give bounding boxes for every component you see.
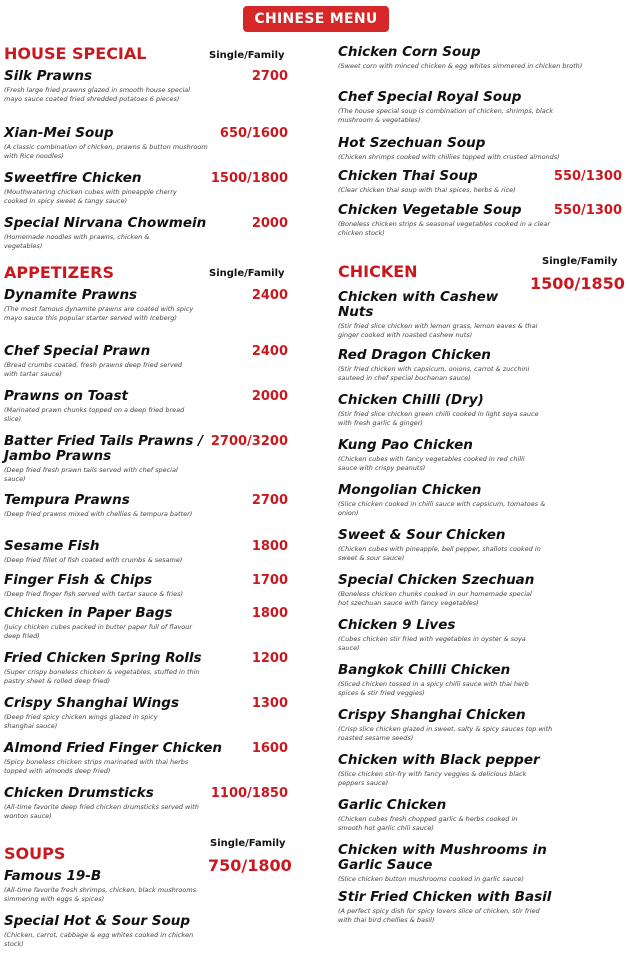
item-name: Garlic Chicken <box>338 797 447 813</box>
item-name: Chicken with Cashew Nuts <box>338 289 499 320</box>
item-price: 650/1600 <box>219 126 288 141</box>
menu-item <box>4 786 288 820</box>
item-description: (Chicken cubes fresh chopped garlic & herbs cooked in smooth hot garlic chili sauce) <box>338 815 518 832</box>
item-name: Stir Fried Chicken with Basil <box>338 889 552 905</box>
item-name: Chicken with Mushrooms in Garlic Sauce <box>338 842 547 873</box>
item-description: (Slice chicken stir-fry with fancy veggies & delicious black peppers sauce) <box>338 770 527 787</box>
soups-price-header: Single/Family <box>210 838 286 849</box>
menu-item <box>338 890 622 924</box>
item-name: Sweetfire Chicken <box>4 170 142 186</box>
menu-item <box>338 528 622 562</box>
item-description: (Deep fried prawns mixed with chellies & tempura batter) <box>4 510 193 518</box>
menu-item <box>4 741 288 775</box>
item-description: (Clear chicken thai soup with thai spices, herbs & rice) <box>338 186 516 194</box>
item-name: Tempura Prawns <box>4 492 130 508</box>
item-name: Chicken in Paper Bags <box>4 605 173 621</box>
item-name: Chicken Chilli (Dry) <box>338 392 484 408</box>
item-description: (Stir fried chicken with capsicum, onions, carrot & zucchini sauteed in chef special buchanan sauce) <box>338 365 530 382</box>
item-name: Hot Szechuan Soup <box>338 135 486 151</box>
item-description: (Bread crumbs coated, fresh prawns deep fried served with tartar sauce) <box>4 361 182 378</box>
item-name: Chicken Thai Soup <box>338 168 478 184</box>
item-description: (Sweet corn with minced chicken & egg whites simmered in chicken broth) <box>338 62 583 70</box>
item-name: Prawns on Toast <box>4 388 128 404</box>
item-name: Mongolian Chicken <box>338 482 482 498</box>
item-description: (All-time favorite fresh shrimps, chicken, black mushrooms simmering with eggs & spices) <box>4 886 197 903</box>
menu-item <box>338 169 622 195</box>
menu-title-banner: CHINESE MENU <box>243 6 389 32</box>
menu-item <box>338 136 622 162</box>
menu-item <box>338 573 622 607</box>
item-name: Fried Chicken Spring Rolls <box>4 650 202 666</box>
menu-item <box>338 393 622 427</box>
menu-item <box>338 843 622 884</box>
menu-item <box>4 69 288 103</box>
menu-item <box>4 651 288 685</box>
item-name: Chef Special Prawn <box>4 343 151 359</box>
menu-item <box>4 573 288 599</box>
menu-item <box>4 914 288 948</box>
menu-item <box>4 389 288 423</box>
item-name: Chicken with Black pepper <box>338 752 540 768</box>
item-description: (Sliced chicken tossed in a spicy chilli sauce with thai herb spices & stir fried veggies) <box>338 680 529 697</box>
item-price: 1800 <box>251 606 288 621</box>
item-description: (A classic combination of chicken, prawns & button mushroom with Rice noodles) <box>4 143 208 160</box>
menu-item <box>4 493 288 519</box>
item-description: (Deep fried fillet of fish coated with crumbs & sesame) <box>4 556 183 564</box>
item-price: 1700 <box>251 573 288 588</box>
menu-item <box>4 869 288 903</box>
item-price: 2400 <box>251 288 288 303</box>
item-name: Chicken Vegetable Soup <box>338 202 522 218</box>
item-price: 1800 <box>251 539 288 554</box>
item-description: (A perfect spicy dish for spicy lovers slice of chicken, stir fried with thai bird chellies & basil) <box>338 907 540 924</box>
appetizers-price-header: Single/Family <box>209 268 285 279</box>
item-name: Batter Fried Tails Prawns / Jambo Prawns <box>4 433 204 464</box>
menu-item <box>4 696 288 730</box>
menu-item <box>4 216 288 250</box>
item-description: (Marinated prawn chunks topped on a deep fried bread slice) <box>4 406 185 423</box>
menu-item <box>338 438 622 472</box>
item-price: 2700/3200 <box>210 434 288 449</box>
menu-item <box>4 434 288 483</box>
menu-item <box>338 618 622 652</box>
item-price: 1200 <box>251 651 288 666</box>
menu-item <box>4 171 288 205</box>
menu-item <box>338 753 622 787</box>
item-price: 550/1300 <box>553 169 622 184</box>
item-name: Famous 19-B <box>4 868 102 884</box>
chicken-title: CHICKEN <box>338 262 418 281</box>
item-description: (Deep fried fresh prawn tails served with chef special sauce) <box>4 466 178 483</box>
item-description: (Cubes chicken stir fried with vegetables in oyster & soya sauce) <box>338 635 526 652</box>
item-price: 550/1300 <box>553 203 622 218</box>
item-description: (Chicken cubes with fancy vegetables cooked in red chilli sauce with crispy peanuts) <box>338 455 525 472</box>
menu-item <box>338 290 622 339</box>
menu-item <box>338 798 622 832</box>
item-price: 1100/1850 <box>210 786 288 801</box>
menu-item <box>338 708 622 742</box>
menu-item <box>338 663 622 697</box>
menu-item <box>4 288 288 322</box>
menu-item <box>4 126 288 160</box>
chicken-section-price: 1500/1850 <box>530 274 625 293</box>
item-description: (Chicken, carrot, cabbage & egg whites cooked in chicken stock) <box>4 931 194 948</box>
menu-item <box>338 348 622 382</box>
item-name: Special Hot & Sour Soup <box>4 913 191 929</box>
item-name: Xian-Mei Soup <box>4 125 114 141</box>
item-description: (Chicken cubes with pineapple, bell pepper, shallots cooked in sweet & sour sauce) <box>338 545 541 562</box>
item-description: (Chicken shrimps cooked with chillies topped with crusted almonds) <box>338 153 560 161</box>
item-description: (Mouthwatering chicken cubes with pineapple cherry cooked in spicy sweet & tangy sauce) <box>4 188 177 205</box>
soups-title: SOUPS <box>4 844 66 863</box>
menu-item <box>4 606 288 640</box>
item-name: Chicken Drumsticks <box>4 785 154 801</box>
menu-item <box>338 483 622 517</box>
item-name: Crispy Shanghai Wings <box>4 695 179 711</box>
item-price: 1500/1800 <box>210 171 288 186</box>
item-name: Chef Special Royal Soup <box>338 89 522 105</box>
item-description: (Homemade noodles with prawns, chicken & vegetables) <box>4 233 150 250</box>
menu-item <box>338 203 622 237</box>
item-description: (All-time favorite deep fried chicken drumsticks served with wonton sauce) <box>4 803 199 820</box>
item-description: (Fresh large fried prawns glazed in smooth house special mayo sauce coated fried shredded potatoes 6 pieces) <box>4 86 191 103</box>
item-description: (The most famous dynamite prawns are coated with spicy mayo sauce this popular starter served with Iceberg) <box>4 305 194 322</box>
item-name: Silk Prawns <box>4 68 93 84</box>
item-name: Finger Fish & Chips <box>4 572 153 588</box>
item-name: Sweet & Sour Chicken <box>338 527 506 543</box>
item-description: (Slice chicken button mushrooms cooked in garlic sauce) <box>338 875 524 883</box>
item-price: 2000 <box>251 216 288 231</box>
item-description: (Juicy chicken cubes packed in butter paper full of flavour deep fried) <box>4 623 193 640</box>
menu-item <box>338 90 622 124</box>
item-name: Special Chicken Szechuan <box>338 572 535 588</box>
chicken-price-header: Single/Family <box>542 256 618 267</box>
item-name: Bangkok Chilli Chicken <box>338 662 511 678</box>
item-description: (Stir fried slice chicken with lemon grass, lemon eaves & thai ginger cooked with roasted cashew nuts) <box>338 322 538 339</box>
item-name: Chicken Corn Soup <box>338 44 481 60</box>
house-special-price-header: Single/Family <box>209 50 285 61</box>
menu-item <box>338 45 622 71</box>
item-price: 2700 <box>251 493 288 508</box>
item-description: (Super crispy boneless chicken & vegetables, stuffed in thin pastry sheet & rolled deep fried) <box>4 668 200 685</box>
item-price: 1600 <box>251 741 288 756</box>
item-description: (Deep fried spicy chicken wings glazed in spicy shanghai sauce) <box>4 713 158 730</box>
item-name: Dynamite Prawns <box>4 287 138 303</box>
item-description: (Boneless chicken strips & seasonal vegetables cooked in a clear chicken stock) <box>338 220 551 237</box>
item-description: (Boneless chicken chunks cooked in our homemade special hot szechuan sauce with fancy vegetables) <box>338 590 532 607</box>
item-price: 2700 <box>251 69 288 84</box>
item-name: Chicken 9 Lives <box>338 617 456 633</box>
menu-item <box>4 344 288 378</box>
appetizers-title: APPETIZERS <box>4 263 115 282</box>
item-description: (Spicy boneless chicken strips marinated with thai herbs topped with almonds deep fried) <box>4 758 189 775</box>
item-description: (Crisp slice chicken glazed in sweet, salty & spicy sauces top with roasted sesame seeds) <box>338 725 553 742</box>
item-price: 2000 <box>251 389 288 404</box>
item-description: (Stir fried slice chicken green chilli cooked in light soya sauce with fresh garlic & ginger) <box>338 410 539 427</box>
item-name: Sesame Fish <box>4 538 100 554</box>
item-name: Red Dragon Chicken <box>338 347 491 363</box>
item-description: (Slice chicken cooked in chilli sauce with capsicum, tomatoes & onion) <box>338 500 546 517</box>
item-name: Almond Fried Finger Chicken <box>4 740 222 756</box>
item-description: (The house special soup is combination of chicken, shrimps, black mushroom & vegetables) <box>338 107 554 124</box>
item-name: Kung Pao Chicken <box>338 437 473 453</box>
soups-section-price: 750/1800 <box>208 856 292 875</box>
item-price: 1300 <box>251 696 288 711</box>
item-price: 2400 <box>251 344 288 359</box>
item-description: (Deep fried finger fish served with tartar sauce & fries) <box>4 590 184 598</box>
menu-item <box>4 539 288 565</box>
house-special-title: HOUSE SPECIAL <box>4 44 147 63</box>
item-name: Crispy Shanghai Chicken <box>338 707 526 723</box>
item-name: Special Nirvana Chowmein <box>4 215 207 231</box>
